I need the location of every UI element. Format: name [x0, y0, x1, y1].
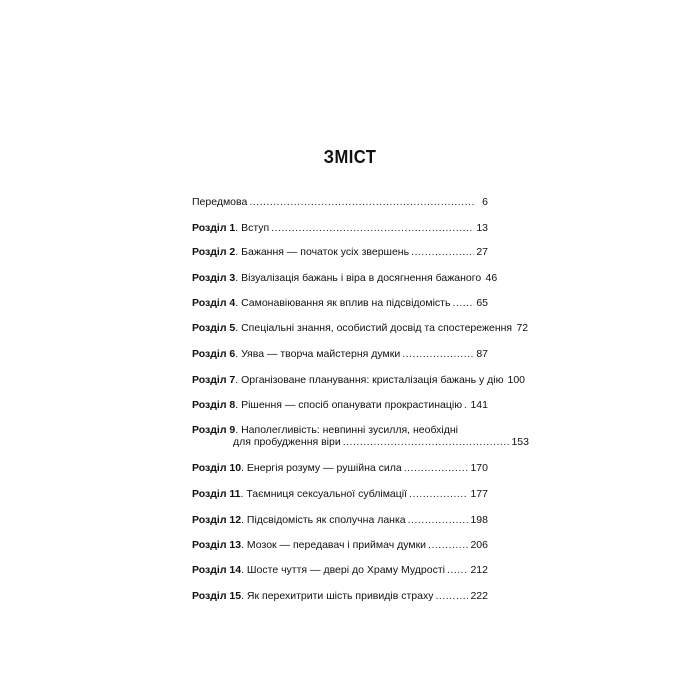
toc-entry-chapter-7: [192, 374, 526, 386]
toc-page-number: 177: [470, 488, 488, 500]
dot-leader: [404, 462, 469, 474]
dot-leader: [402, 348, 474, 360]
dot-leader: [343, 436, 510, 448]
toc-entry-text: Передмова: [192, 196, 248, 208]
toc-entry-chapter-13: [192, 539, 488, 551]
chapter-number: Розділ 7: [192, 374, 236, 386]
toc-page-number: 87: [476, 348, 488, 360]
chapter-number: Розділ 9: [192, 424, 236, 436]
toc-entry-chapter-8: [192, 399, 488, 411]
toc-entry-text: . Таємниця сексуальної сублімації: [240, 488, 408, 500]
toc-entry-chapter-6: [192, 348, 488, 360]
toc-entry-text: . Спеціальні знання, особистий досвід та спостереження: [235, 322, 513, 334]
toc-entry-chapter-10: [192, 462, 488, 474]
dot-leader: [447, 564, 468, 576]
chapter-number: Розділ 10: [192, 462, 242, 474]
toc-entry-text: . Як перехитрити шість привидів страху: [241, 590, 434, 602]
toc-page-number: 170: [470, 462, 488, 474]
chapter-number: Розділ 13: [192, 539, 242, 551]
toc-entry-chapter-1: [192, 222, 488, 234]
toc-entry-text: . Підсвідомість як сполучна ланка: [241, 514, 406, 526]
toc-entry-chapter-9: [192, 424, 529, 448]
toc-page-number: 206: [470, 539, 488, 551]
toc-page-number: 27: [476, 246, 488, 258]
toc-entry-chapter-14: [192, 564, 488, 576]
toc-entry-chapter-2: [192, 246, 488, 258]
dot-leader: [435, 590, 468, 602]
toc-entry-chapter-4: [192, 297, 488, 309]
dot-leader: [271, 222, 474, 234]
toc-page-number: 6: [482, 196, 488, 208]
toc-entry-text: . Візуалізація бажань і віра в досягнення бажаного: [235, 272, 482, 284]
chapter-number: Розділ 12: [192, 514, 242, 526]
toc-page-number: 13: [476, 222, 488, 234]
toc-page-number: 153: [511, 436, 529, 448]
toc-entry-text: . Організоване планування: кристалізація бажань у дію: [235, 374, 504, 386]
toc-entry-text: . Шосте чуття — двері до Храму Мудрості: [241, 564, 445, 576]
toc-title: ЗМІСТ: [323, 147, 377, 167]
chapter-number: Розділ 5: [192, 322, 236, 334]
toc-entry-chapter-3: [192, 272, 498, 284]
dot-leader: [411, 246, 474, 258]
toc-entry-text: . Наполегливість: невпинні зусилля, необхідні: [235, 424, 458, 436]
chapter-number: Розділ 2: [192, 246, 236, 258]
dot-leader: [408, 514, 469, 526]
toc-entry-text: . Самонавіювання як вплив на підсвідомість: [235, 297, 451, 309]
dot-leader: [464, 399, 468, 411]
toc-page-number: 46: [485, 272, 498, 284]
dot-leader: [249, 196, 474, 208]
toc-page-number: 212: [470, 564, 488, 576]
toc-entry-chapter-5: [192, 322, 529, 334]
chapter-number: Розділ 1: [192, 222, 236, 234]
chapter-number: Розділ 8: [192, 399, 236, 411]
chapter-number: Розділ 4: [192, 297, 236, 309]
toc-entry-text: . Мозок — передавач і приймач думки: [241, 539, 427, 551]
dot-leader: [428, 539, 468, 551]
chapter-number: Розділ 14: [192, 564, 242, 576]
chapter-number: Розділ 6: [192, 348, 236, 360]
dot-leader: [409, 488, 468, 500]
chapter-number: Розділ 11: [192, 488, 241, 500]
chapter-number: Розділ 3: [192, 272, 236, 284]
toc-entry-preface: [192, 196, 488, 208]
toc-page-number: 222: [470, 590, 488, 602]
toc-entry-chapter-11: [192, 488, 488, 500]
toc-page-number: 141: [470, 399, 488, 411]
toc-entry-text: . Вступ: [235, 222, 270, 234]
toc-entry-text: . Рішення — спосіб опанувати прокрастинацію: [235, 399, 463, 411]
toc-entry-chapter-12: [192, 514, 488, 526]
toc-page-number: 65: [476, 297, 488, 309]
toc-page-number: 100: [507, 374, 526, 386]
toc-page-number: 72: [516, 322, 529, 334]
toc-entry-text: . Бажання — початок усіх звершень: [235, 246, 410, 258]
toc-entry-text: . Енергія розуму — рушійна сила: [241, 462, 402, 474]
chapter-number: Розділ 15: [192, 590, 242, 602]
toc-entry-text: . Уява — творча майстерня думки: [235, 348, 401, 360]
toc-entry-chapter-15: [192, 590, 488, 602]
toc-page-number: 198: [470, 514, 488, 526]
dot-leader: [452, 297, 474, 309]
toc-entry-text-continued: для пробудження віри: [233, 436, 341, 448]
